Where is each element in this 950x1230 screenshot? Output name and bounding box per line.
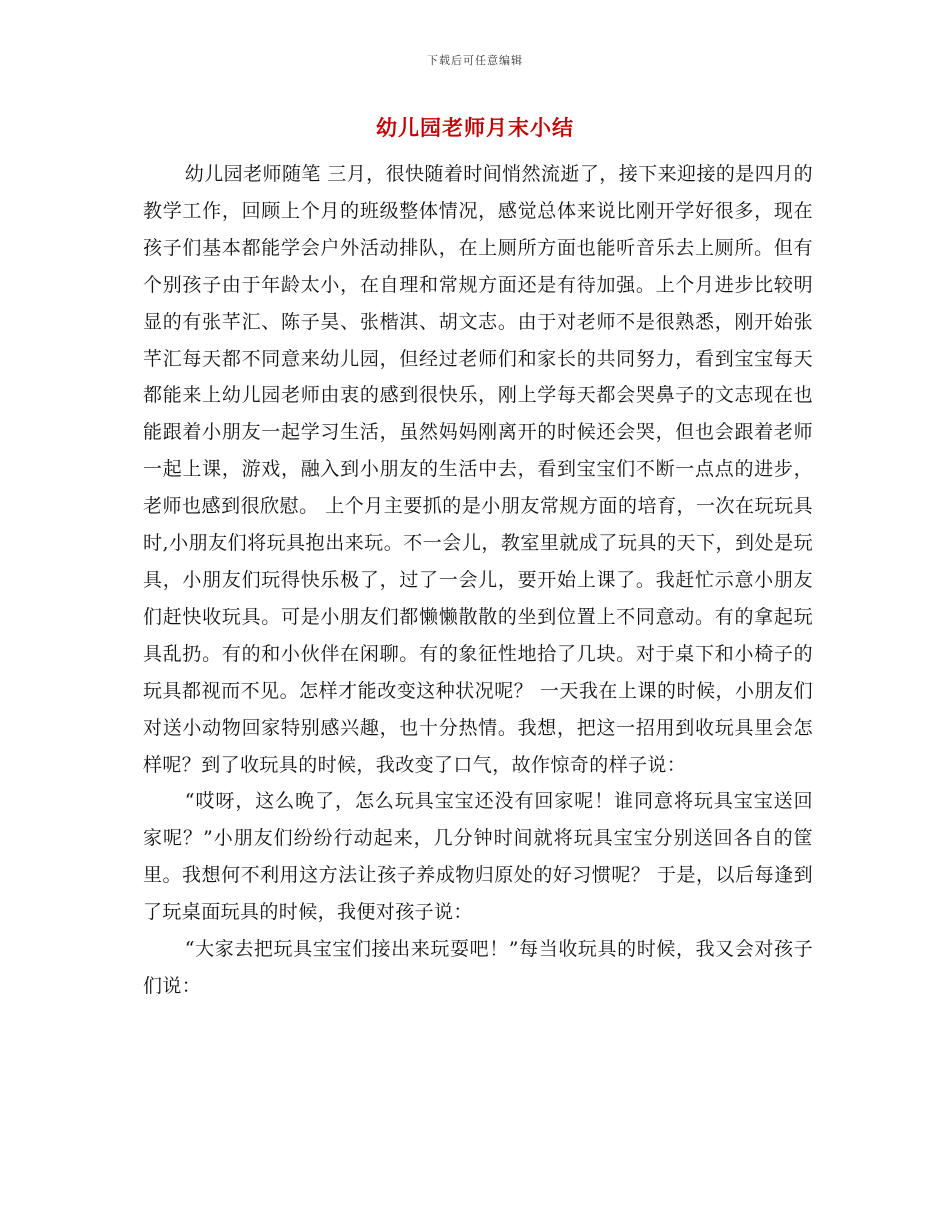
document-body	[143, 156, 813, 1005]
header-note: 下载后可任意编辑	[427, 54, 523, 67]
paragraph-1: 幼儿园老师随笔 三月，很快随着时间悄然流逝了，接下来迎接的是四月的教学工作，回顾上个月的班级整体情况，感觉总体来说比刚开学好很多，现在孩子们基本都能学会户外活动排队，在上厕所方面也能听音乐去上厕所。但有个别孩子由于年龄太小，在自理和常规方面还是有待加强。上个月进步比较明显的有张芊汇、陈子昊、张楷淇、胡文志。由于对老师不是很熟悉，刚开始张芊汇每天都不同意来幼儿园，但经过老师们和家长的共同努力，看到宝宝每天都能来上幼儿园老师由衷的感到很快乐，刚上学每天都会哭鼻子的文志现在也能跟着小朋友一起学习生活，虽然妈妈刚离开的时候还会哭，但也会跟着老师一起上课，游戏，融入到小朋友的生活中去，看到宝宝们不断一点点的进步，老师也感到很欣慰。 上个月主要抓的是小朋友常规方面的培育，一次在玩玩具时,小朋友们将玩具抱出来玩。不一会儿，教室里就成了玩具的天下，到处是玩具，小朋友们玩得快乐极了，过了一会儿，要开始上课了。我赶忙示意小朋友们赶快收玩具。可是小朋友们都懒懒散散的坐到位置上不同意动。有的拿起玩具乱扔。有的和小伙伴在闲聊。有的象征性地拾了几块。对于桌下和小椅子的玩具都视而不见。怎样才能改变这种状况呢？ 一天我在上课的时候，小朋友们对送小动物回家特别感兴趣，也十分热情。我想，把这一招用到收玩具里会怎样呢？到了收玩具的时候，我改变了口气，故作惊奇的样子说：	[143, 163, 813, 776]
paragraph-2: “哎呀，这么晚了，怎么玩具宝宝还没有回家呢！谁同意将玩具宝宝送回家呢？”小朋友们纷纷行动起来，几分钟时间就将玩具宝宝分别送回各自的筐里。我想何不利用这方法让孩子养成物归原处的好习惯呢？ 于是，以后每逢到了玩桌面玩具的时候，我便对孩子说：	[143, 790, 813, 924]
paragraph-3: “大家去把玩具宝宝们接出来玩耍吧！”每当收玩具的时候，我又会对孩子们说：	[143, 938, 813, 997]
document-title: 幼儿园老师月末小结	[376, 116, 574, 140]
